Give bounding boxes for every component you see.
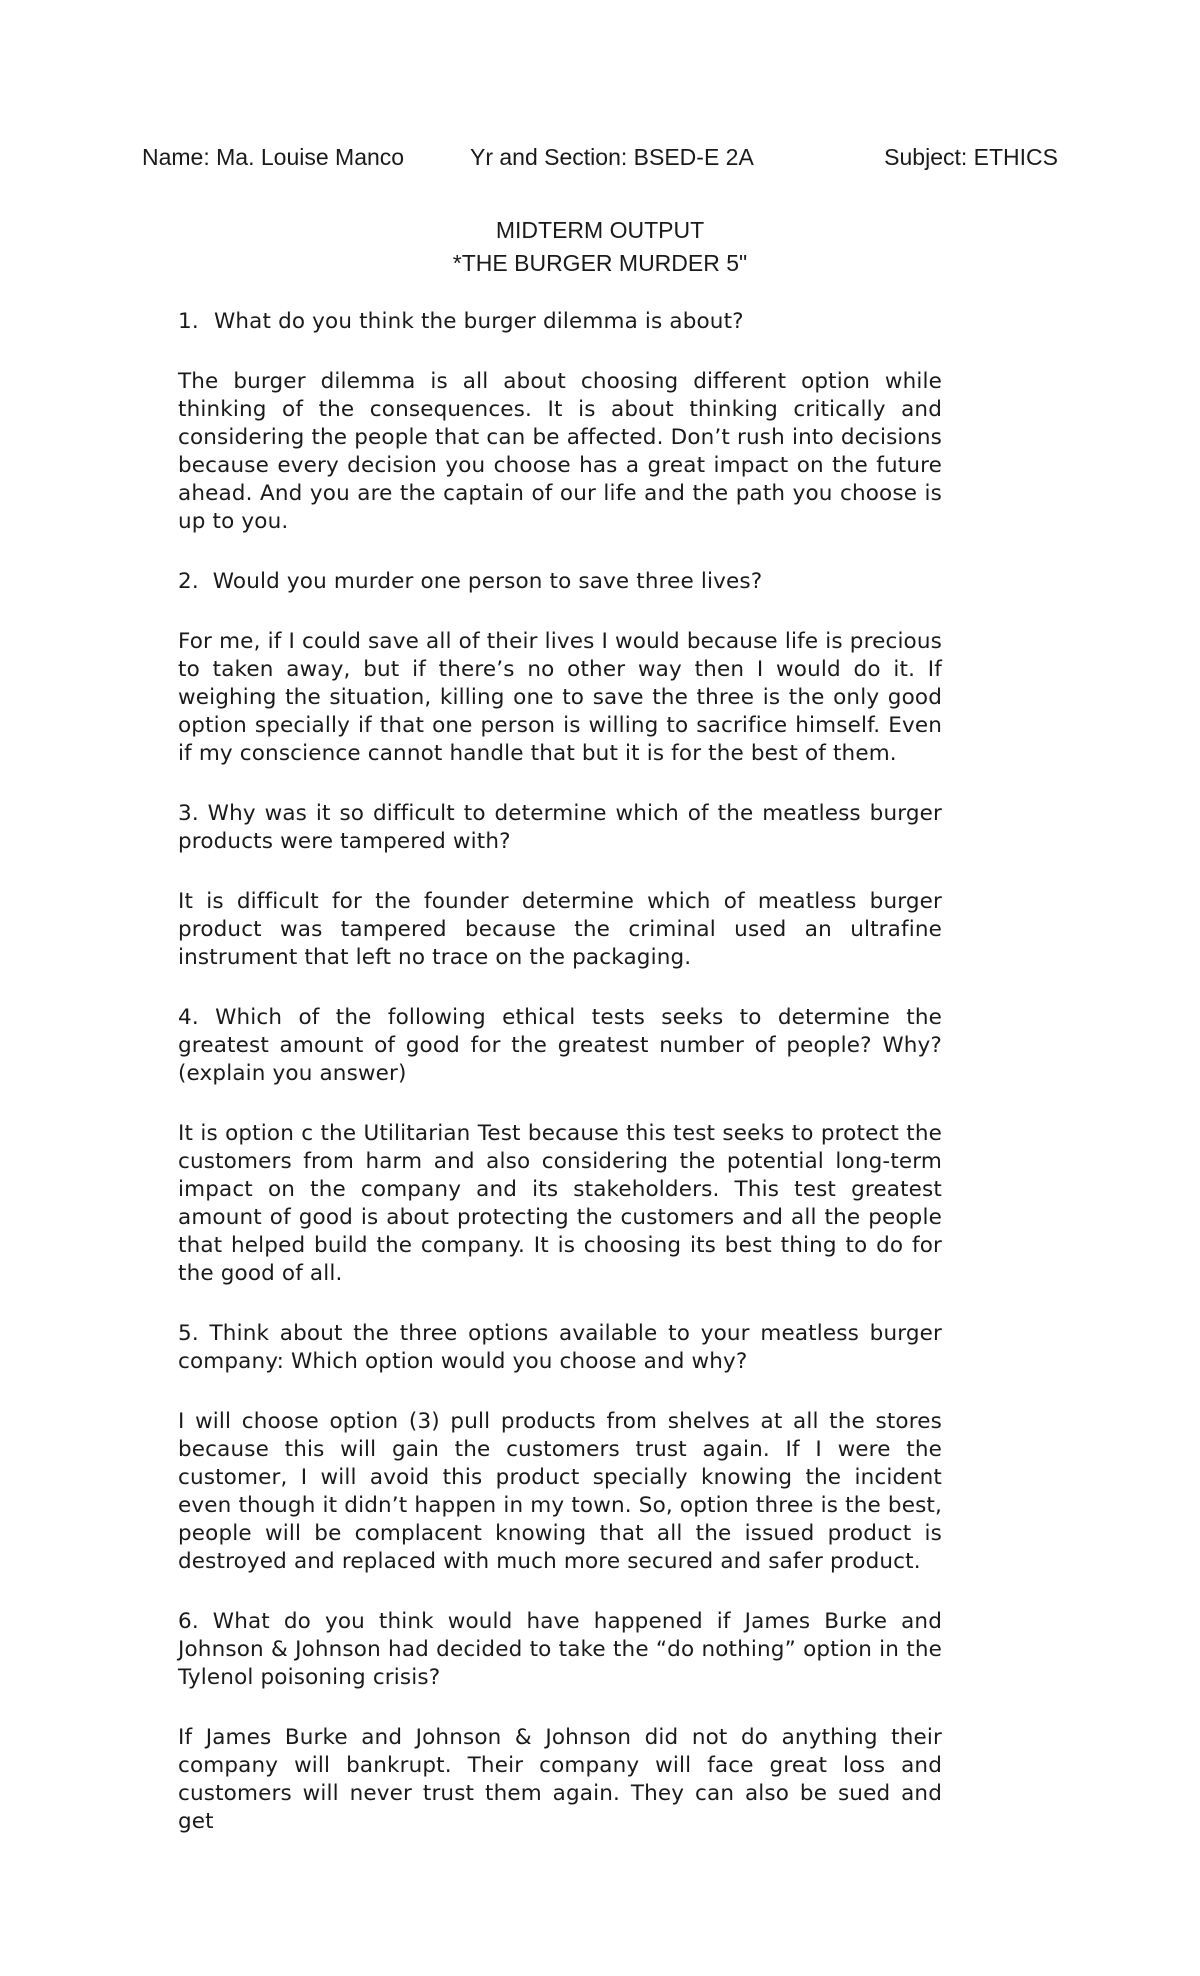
answer-5: I will choose option (3) pull products from shelves at all the stores because this will gain the customers trust again. If I were the customer, I will avoid this product specially knowing the incident even though it didn’t happen in my town. So, option three is the best, people will be complacent knowing that all the issued product is destroyed and replaced with much more secured and safer product. xyxy=(178,1409,942,1574)
question-3: 3. Why was it so difficult to determine which of the meatless burger products were tampered with? xyxy=(178,801,942,854)
header-row xyxy=(142,142,1058,174)
qa-content xyxy=(178,308,942,1868)
answer-1: The burger dilemma is all about choosing different option while thinking of the consequences. It is about thinking critically and considering the people that can be affected. Don’t rush into decisions because every decision you choose has a great impact on the future ahead. And you are the captain of our life and the path you choose is up to you. xyxy=(178,369,942,534)
question-1 xyxy=(178,308,942,336)
question-4: 4. Which of the following ethical tests seeks to determine the greatest amount of good for the greatest number of people? Why? (explain you answer) xyxy=(178,1005,942,1086)
title-block xyxy=(0,214,1200,280)
subject: Subject: ETHICS xyxy=(884,144,1058,170)
question-2: 2. Would you murder one person to save three lives? xyxy=(178,569,763,594)
question-6: 6. What do you think would have happened if James Burke and Johnson & Johnson had decided to take the “do nothing” option in the Tylenol poisoning crisis? xyxy=(178,1609,942,1690)
answer-6: If James Burke and Johnson & Johnson did not do anything their company will bankrupt. Their company will face great loss and customers will never trust them again. They can also be sued and get xyxy=(178,1725,942,1834)
question-number: 1. xyxy=(178,309,199,334)
answer-4: It is option c the Utilitarian Test because this test seeks to protect the customers from harm and also considering the potential long-term impact on the company and its stakeholders. This test greatest amount of good is about protecting the customers and all the people that helped build the company. It is choosing its best thing to do for the good of all. xyxy=(178,1121,942,1286)
answer-3: It is difficult for the founder determine which of meatless burger product was tampered because the criminal used an ultrafine instrument that left no trace on the packaging. xyxy=(178,889,942,970)
document-title: MIDTERM OUTPUT xyxy=(495,217,705,243)
year-section: Yr and Section: BSED-E 2A xyxy=(470,144,754,170)
student-name: Name: Ma. Louise Manco xyxy=(142,144,405,170)
document-subtitle: *THE BURGER MURDER 5" xyxy=(452,250,748,276)
question-text: What do you think the burger dilemma is about? xyxy=(214,309,744,334)
question-5: 5. Think about the three options available to your meatless burger company: Which option would you choose and why? xyxy=(178,1321,942,1374)
answer-2: For me, if I could save all of their lives I would because life is precious to taken away, but if there’s no other way then I would do it. If weighing the situation, killing one to save the three is the only good option specially if that one person is willing to sacrifice himself. Even if my conscience cannot handle that but it is for the best of them. xyxy=(178,629,942,766)
